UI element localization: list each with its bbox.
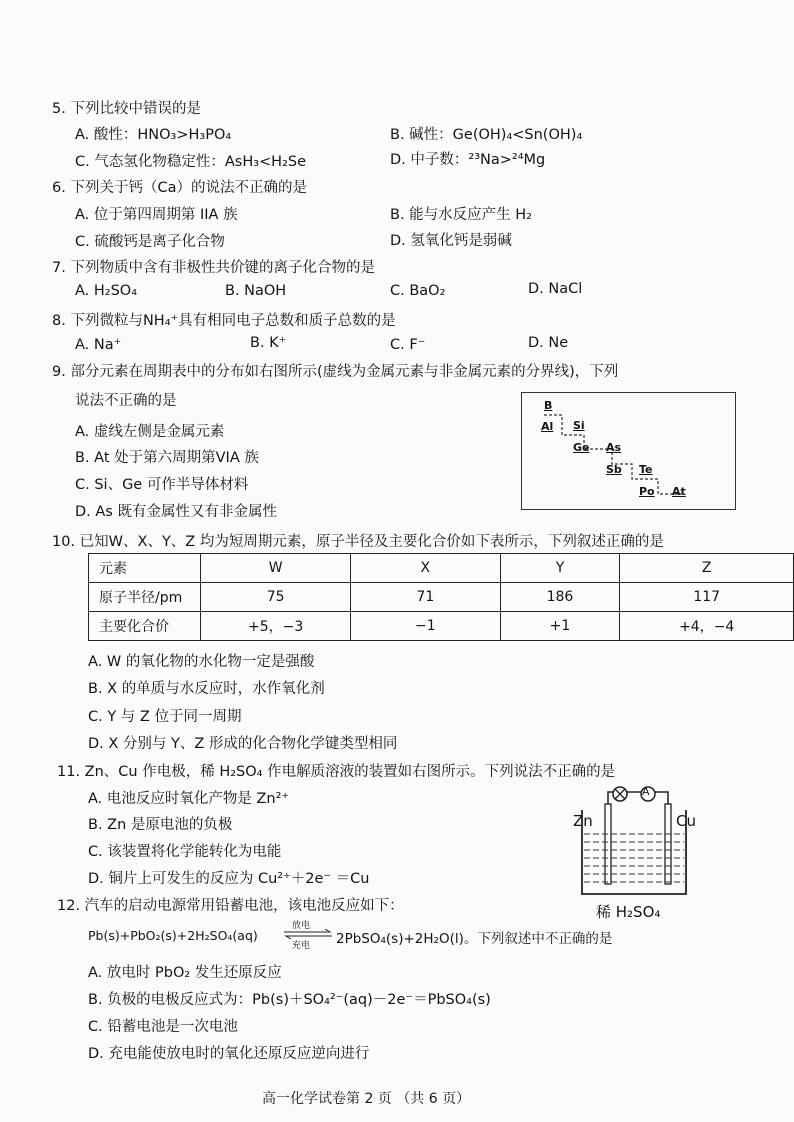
table-cell: 117: [620, 583, 794, 612]
zn-label: Zn: [573, 812, 593, 830]
element-Te: Te: [639, 463, 653, 476]
q5-option-a: A. 酸性：HNO₃>H₃PO₄: [75, 127, 232, 143]
element-Sb: Sb: [606, 463, 622, 476]
element-Si: Si: [573, 419, 585, 432]
cell-apparatus: [568, 782, 708, 902]
cu-label: Cu: [676, 812, 696, 830]
q12-equation-left: Pb(s)+PbO₂(s)+2H₂SO₄(aq): [88, 928, 258, 943]
q12-stem: 12. 汽车的启动电源常用铅蓄电池，该电池反应如下：: [57, 898, 404, 914]
q11-stem: 11. Zn、Cu 作电极，稀 H₂SO₄ 作电解质溶液的装置如右图所示。下列说法不正确的是: [57, 764, 616, 780]
q11-option-b: B. Zn 是原电池的负极: [88, 817, 233, 833]
q5-option-d: D. 中子数：²³Na>²⁴Mg: [390, 152, 546, 168]
q10-option-d: D. X 分别与 Y、Z 形成的化合物化学键类型相同: [88, 736, 398, 752]
q12-option-a: A. 放电时 PbO₂ 发生还原反应: [88, 965, 282, 981]
table-cell: W: [201, 554, 351, 583]
q9-option-d: D. As 既有金属性又有非金属性: [75, 504, 277, 520]
table-cell: +1: [500, 612, 620, 641]
element-Ge: Ge: [573, 441, 590, 454]
q10-stem: 10. 已知W、X、Y、Z 均为短周期元素，原子半径及主要化合价如下表所示，下列叙述正确的是: [52, 534, 664, 550]
table-cell: 75: [201, 583, 351, 612]
table-cell: −1: [351, 612, 500, 641]
table-cell: 186: [500, 583, 620, 612]
q9-option-b: B. At 处于第六周期第VIA 族: [75, 450, 259, 466]
electrolyte-label: 稀 H₂SO₄: [596, 903, 661, 921]
q8-option-b: B. K⁺: [250, 335, 287, 351]
q11-option-c: C. 该装置将化学能转化为电能: [88, 844, 282, 860]
periodic-table-figure: [521, 392, 736, 510]
q11-option-a: A. 电池反应时氧化产物是 Zn²⁺: [88, 791, 290, 807]
q9-stem: 9. 部分元素在周期表中的分布如右图所示(虚线为金属元素与非金属元素的分界线)，下列: [52, 364, 619, 380]
table-cell: Z: [620, 554, 794, 583]
q5-stem: 5. 下列比较中错误的是: [52, 101, 201, 117]
q5-option-b: B. 碱性：Ge(OH)₄<Sn(OH)₄: [390, 127, 583, 143]
q8-option-c: C. F⁻: [390, 337, 426, 353]
q9-stem-cont: 说法不正确的是: [75, 393, 177, 409]
element-Al: Al: [541, 420, 554, 433]
table-cell: 原子半径/pm: [89, 583, 201, 612]
galvanic-cell-figure: [568, 782, 708, 920]
q8-option-a: A. Na⁺: [75, 337, 122, 353]
table-cell: +5，−3: [201, 612, 351, 641]
table-row: [89, 612, 794, 641]
q5-option-c: C. 气态氢化物稳定性：AsH₃<H₂Se: [75, 154, 307, 170]
q8-option-d: D. Ne: [528, 335, 569, 351]
q9-option-a: A. 虚线左侧是金属元素: [75, 424, 225, 440]
q9-option-c: C. Si、Ge 可作半导体材料: [75, 477, 249, 493]
q7-option-a: A. H₂SO₄: [75, 283, 138, 299]
q6-option-a: A. 位于第四周期第 IIA 族: [75, 207, 238, 223]
q10-option-b: B. X 的单质与水反应时，水作氧化剂: [88, 681, 325, 697]
q12-equation-right: 2PbSO₄(s)+2H₂O(l)。下列叙述中不正确的是: [336, 931, 613, 947]
q10-option-c: C. Y 与 Z 位于同一周期: [88, 709, 242, 725]
table-cell: 元素: [89, 554, 201, 583]
q7-option-b: B. NaOH: [225, 283, 287, 299]
table-cell: +4，−4: [620, 612, 794, 641]
element-Po: Po: [639, 485, 655, 498]
eq-arrow-bottom-label: 充电: [292, 941, 311, 951]
q10-table: [88, 553, 794, 641]
table-header-row: [89, 554, 794, 583]
boundary-dashed-line: [522, 393, 735, 509]
ammeter-label: A: [642, 785, 650, 798]
table-cell: 主要化合价: [89, 612, 201, 641]
q12-equilibrium-arrow: [282, 918, 334, 951]
q6-option-b: B. 能与水反应产生 H₂: [390, 207, 532, 223]
q11-option-d: D. 铜片上可发生的反应为 Cu²⁺＋2e⁻ ＝Cu: [88, 871, 370, 887]
q12-option-d: D. 充电能使放电时的氧化还原反应逆向进行: [88, 1046, 370, 1062]
element-At: At: [672, 485, 686, 498]
element-As: As: [606, 441, 622, 454]
q6-option-c: C. 硫酸钙是离子化合物: [75, 234, 225, 250]
q10-option-a: A. W 的氧化物的水化物一定是强酸: [88, 654, 315, 670]
table-cell: Y: [500, 554, 620, 583]
page-footer: 高一化学试卷第 2 页 （共 6 页）: [262, 1091, 471, 1107]
table-row: [89, 583, 794, 612]
q12-option-b: B. 负极的电极反应式为：Pb(s)＋SO₄²⁻(aq)－2e⁻＝PbSO₄(s): [88, 992, 491, 1008]
q12-option-c: C. 铅蓄电池是一次电池: [88, 1019, 238, 1035]
table-cell: X: [351, 554, 500, 583]
q8-stem: 8. 下列微粒与NH₄⁺具有相同电子总数和质子总数的是: [52, 313, 396, 329]
q7-stem: 7. 下列物质中含有非极性共价键的离子化合物的是: [52, 260, 375, 276]
q7-option-d: D. NaCl: [528, 281, 583, 297]
element-B: B: [544, 399, 553, 412]
q6-stem: 6. 下列关于钙（Ca）的说法不正确的是: [52, 180, 307, 196]
table-cell: 71: [351, 583, 500, 612]
q6-option-d: D. 氢氧化钙是弱碱: [390, 233, 512, 249]
eq-arrow-top-label: 放电: [292, 921, 311, 931]
q7-option-c: C. BaO₂: [390, 283, 446, 299]
